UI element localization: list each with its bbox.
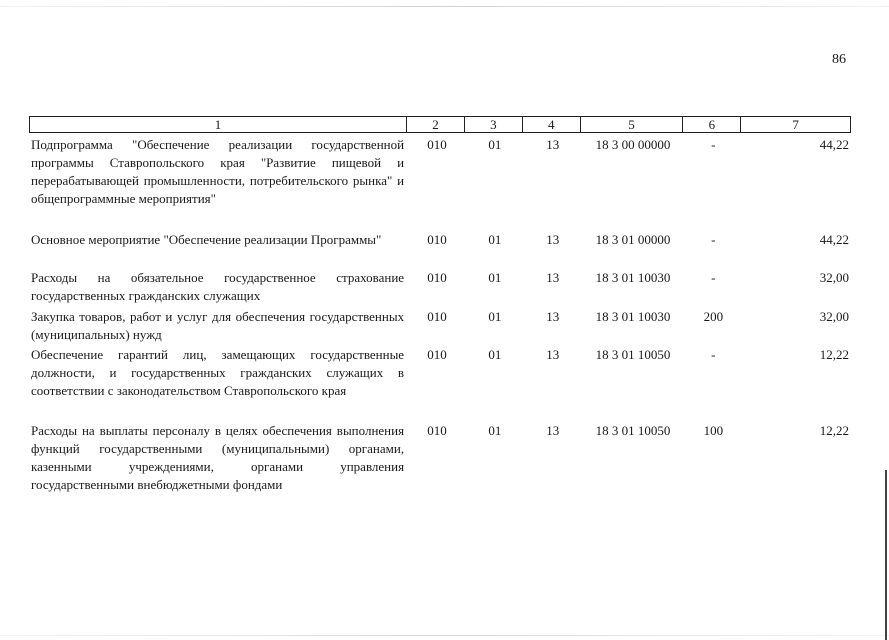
row-expense-type: 100 bbox=[703, 423, 724, 438]
row-amount: 12,22 bbox=[819, 347, 849, 362]
row-target-article: 18 3 01 00000 bbox=[595, 232, 671, 247]
column-header-6: 6 bbox=[683, 117, 741, 132]
table-row bbox=[29, 269, 851, 305]
row-description: Подпрограмма "Обеспечение реализации государственной программы Ставропольского края "Развитие пищевой и перерабатывающей промышленности, потребительского рынка" и общепрограммные мероприятия" bbox=[31, 137, 405, 206]
column-header-4: 4 bbox=[523, 117, 581, 132]
row-code-ministry: 010 bbox=[427, 232, 447, 247]
row-expense-type: - bbox=[711, 137, 716, 152]
table-row bbox=[29, 346, 851, 400]
row-code-section: 01 bbox=[488, 232, 502, 247]
row-description: Расходы на обязательное государственное страхование государственных гражданских служащих bbox=[31, 270, 405, 303]
column-header-7: 7 bbox=[792, 117, 799, 132]
row-code-section: 01 bbox=[488, 423, 502, 438]
row-target-article: 18 3 00 00000 bbox=[595, 137, 671, 152]
row-expense-type: - bbox=[711, 232, 716, 247]
row-description: Расходы на выплаты персоналу в целях обеспечения выполнения функций государственными (муниципальными) органами, казенными учреждениями, органами управления государственными внебюджетными фондами bbox=[31, 423, 405, 492]
row-code-subsection: 13 bbox=[546, 309, 560, 324]
row-description: Основное мероприятие "Обеспечение реализации Программы" bbox=[31, 232, 382, 247]
row-target-article: 18 3 01 10030 bbox=[595, 309, 671, 324]
row-code-ministry: 010 bbox=[427, 423, 447, 438]
row-expense-type: - bbox=[711, 347, 716, 362]
row-code-section: 01 bbox=[488, 309, 502, 324]
row-code-section: 01 bbox=[488, 347, 502, 362]
row-amount: 12,22 bbox=[819, 423, 849, 438]
row-code-section: 01 bbox=[488, 137, 502, 152]
row-code-subsection: 13 bbox=[546, 423, 560, 438]
row-code-ministry: 010 bbox=[427, 270, 447, 285]
scan-top-edge bbox=[0, 6, 889, 7]
table-row bbox=[29, 308, 851, 344]
row-code-ministry: 010 bbox=[427, 347, 447, 362]
row-amount: 32,00 bbox=[819, 270, 849, 285]
row-code-subsection: 13 bbox=[546, 270, 560, 285]
row-expense-type: 200 bbox=[703, 309, 724, 324]
row-amount: 44,22 bbox=[819, 232, 849, 247]
row-code-subsection: 13 bbox=[546, 347, 560, 362]
page-number: 86 bbox=[832, 52, 846, 67]
row-code-ministry: 010 bbox=[427, 309, 447, 324]
row-description: Обеспечение гарантий лиц, замещающих государственные должности, и государственных гражданских служащих в соответствии с законодательством Ставропольского края bbox=[31, 347, 405, 398]
column-header-1: 1 bbox=[30, 117, 407, 132]
table-row bbox=[29, 231, 851, 249]
row-code-section: 01 bbox=[488, 270, 502, 285]
row-description: Закупка товаров, работ и услуг для обеспечения государственных (муниципальных) нужд bbox=[31, 309, 405, 342]
scan-bottom-edge bbox=[0, 635, 889, 636]
table-row bbox=[29, 136, 851, 208]
scan-right-edge bbox=[885, 470, 887, 640]
row-target-article: 18 3 01 10030 bbox=[595, 270, 671, 285]
row-amount: 44,22 bbox=[819, 137, 849, 152]
table-column-header bbox=[29, 116, 851, 133]
row-target-article: 18 3 01 10050 bbox=[595, 347, 671, 362]
row-amount: 32,00 bbox=[819, 309, 849, 324]
row-code-subsection: 13 bbox=[546, 137, 560, 152]
column-header-2: 2 bbox=[407, 117, 465, 132]
column-header-3: 3 bbox=[465, 117, 523, 132]
row-code-subsection: 13 bbox=[546, 232, 560, 247]
row-target-article: 18 3 01 10050 bbox=[595, 423, 671, 438]
row-expense-type: - bbox=[711, 270, 716, 285]
table-row bbox=[29, 422, 851, 494]
row-code-ministry: 010 bbox=[427, 137, 447, 152]
column-header-5: 5 bbox=[581, 117, 684, 132]
